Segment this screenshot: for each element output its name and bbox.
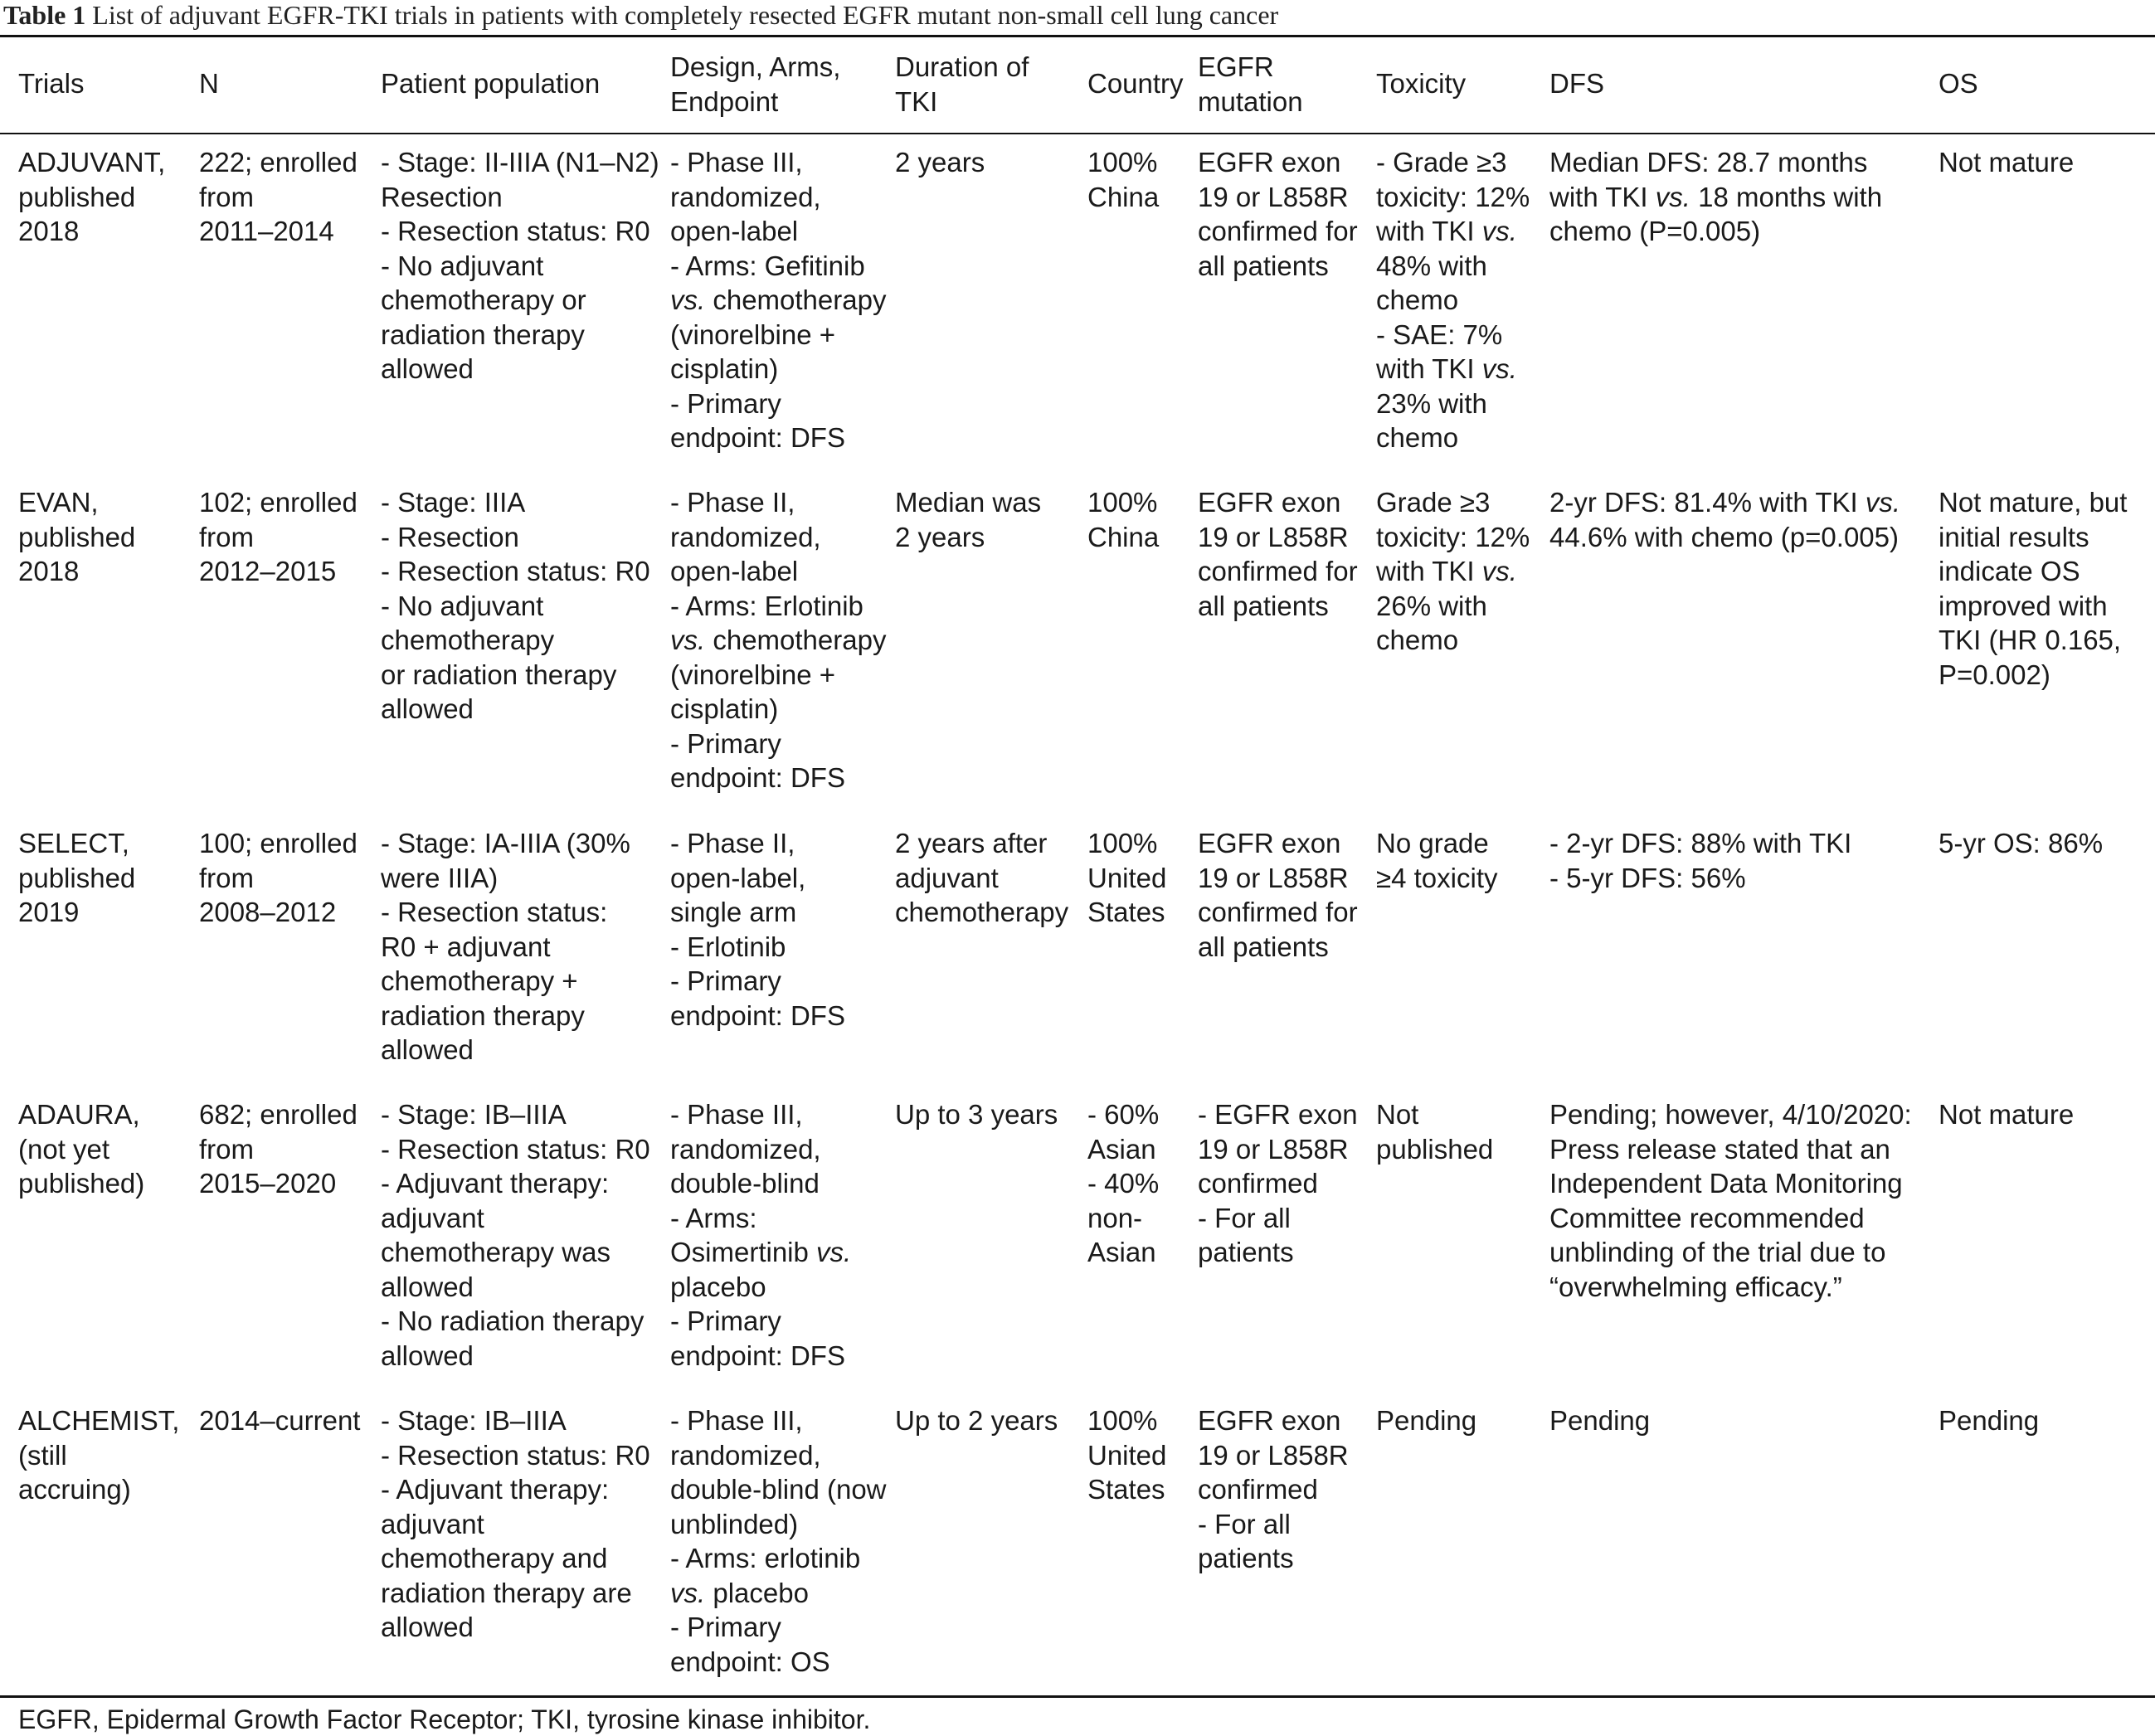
- cell-evan-trial-line: published: [18, 521, 136, 552]
- cell-evan-os: [1939, 485, 2127, 692]
- cell-adjuvant-toxicity-line: chemo: [1376, 422, 1459, 453]
- cell-adaura-patient-population-line: - Stage: IB–IIIA: [381, 1099, 567, 1130]
- cell-evan-design-line: - Phase II,: [670, 487, 795, 518]
- cell-alchemist-country-line: States: [1087, 1474, 1165, 1505]
- cell-select-toxicity: [1376, 826, 1498, 895]
- cell-adaura-design-line: Osimertinib vs.: [670, 1237, 852, 1267]
- cell-alchemist-duration-line: Up to 2 years: [895, 1405, 1058, 1436]
- cell-adjuvant-toxicity-line: - Grade ≥3: [1376, 147, 1507, 177]
- header-egfr-mutation: [1198, 50, 1303, 119]
- cell-adjuvant-toxicity: [1376, 145, 1530, 455]
- cell-select-design-line: - Erlotinib: [670, 931, 786, 962]
- cell-adjuvant-dfs-line: with TKI vs. 18 months with: [1549, 181, 1883, 212]
- cell-alchemist-design-line: randomized,: [670, 1439, 821, 1471]
- cell-adaura-egfr-mutation-line: patients: [1198, 1237, 1294, 1267]
- cell-alchemist-trial-line: (still: [18, 1439, 67, 1471]
- header-duration-line: Duration of: [895, 51, 1029, 82]
- cell-evan-toxicity-line: chemo: [1376, 625, 1459, 655]
- cell-alchemist-design-line: - Primary: [670, 1612, 781, 1642]
- cell-evan-n-line: 102; enrolled: [199, 487, 358, 518]
- cell-evan-patient-population-line: chemotherapy: [381, 625, 555, 655]
- cell-alchemist-os: [1939, 1403, 2039, 1438]
- cell-alchemist-n: [199, 1403, 360, 1438]
- table-top-rule: [0, 35, 2155, 37]
- cell-adaura-dfs-line: Committee recommended: [1549, 1202, 1865, 1233]
- cell-alchemist-egfr-mutation-line: patients: [1198, 1543, 1294, 1573]
- cell-adaura-patient-population-line: allowed: [381, 1271, 474, 1302]
- cell-adaura-n-line: 2015–2020: [199, 1168, 337, 1199]
- cell-select-n-line: 2008–2012: [199, 897, 337, 927]
- cell-select-dfs: [1549, 826, 1851, 895]
- cell-evan-n: [199, 485, 358, 589]
- header-trial-line: Trials: [18, 68, 85, 99]
- cell-adjuvant-toxicity-line: - SAE: 7%: [1376, 319, 1503, 350]
- cell-adjuvant-os: [1939, 145, 2074, 180]
- cell-adaura-egfr-mutation: [1198, 1097, 1358, 1270]
- cell-adaura-design: [670, 1097, 851, 1373]
- cell-adjuvant-os-line: Not mature: [1939, 147, 2075, 177]
- cell-evan-n-line: from: [199, 521, 254, 552]
- cell-adjuvant-dfs: [1549, 145, 1882, 249]
- cell-evan-design-line: cisplatin): [670, 693, 779, 724]
- cell-alchemist-egfr-mutation: [1198, 1403, 1349, 1576]
- cell-evan-design-line: - Primary: [670, 727, 781, 759]
- cell-alchemist-design-line: endpoint: OS: [670, 1646, 830, 1677]
- cell-adaura-duration: [895, 1097, 1058, 1132]
- cell-evan-patient-population-line: or radiation therapy: [381, 659, 617, 690]
- cell-adjuvant-patient-population-line: chemotherapy or: [381, 284, 586, 315]
- cell-evan-egfr-mutation: [1198, 485, 1358, 623]
- cell-adjuvant-duration: [895, 145, 985, 180]
- cell-evan-patient-population: [381, 485, 650, 727]
- cell-adjuvant-toxicity-line: with TKI vs.: [1376, 353, 1517, 384]
- cell-evan-patient-population-line: - Resection: [381, 521, 519, 552]
- cell-adaura-dfs: [1549, 1097, 1912, 1304]
- cell-alchemist-design-line: - Phase III,: [670, 1405, 803, 1436]
- cell-adjuvant-patient-population-line: radiation therapy: [381, 319, 585, 350]
- cell-adaura-trial-line: ADAURA,: [18, 1099, 140, 1130]
- cell-adjuvant-design-line: endpoint: DFS: [670, 422, 845, 453]
- cell-adjuvant-patient-population-line: - Resection status: R0: [381, 216, 650, 246]
- cell-evan-trial: [18, 485, 135, 589]
- cell-select-egfr-mutation-line: 19 or L858R: [1198, 862, 1349, 893]
- cell-evan-design-line: endpoint: DFS: [670, 762, 845, 793]
- cell-alchemist-toxicity: [1376, 1403, 1476, 1438]
- cell-adjuvant-egfr-mutation-line: EGFR exon: [1198, 147, 1341, 177]
- cell-evan-toxicity-line: with TKI vs.: [1376, 556, 1517, 586]
- cell-alchemist-trial: [18, 1403, 179, 1507]
- cell-select-country-line: 100%: [1087, 828, 1158, 858]
- cell-select-os: [1939, 826, 2103, 861]
- cell-adaura-dfs-line: “overwhelming efficacy.”: [1549, 1271, 1842, 1302]
- cell-adjuvant-egfr-mutation-line: 19 or L858R: [1198, 181, 1349, 212]
- table-bottom-rule: [0, 1695, 2155, 1698]
- cell-adjuvant-design-line: vs. chemotherapy: [670, 284, 887, 315]
- cell-adjuvant-design-line: - Primary: [670, 387, 781, 419]
- cell-evan-toxicity: [1376, 485, 1530, 658]
- cell-adaura-country-line: non-: [1087, 1202, 1143, 1233]
- cell-alchemist-egfr-mutation-line: 19 or L858R: [1198, 1439, 1349, 1471]
- cell-select-country-line: United: [1087, 862, 1167, 893]
- cell-evan-duration: [895, 485, 1041, 554]
- cell-select-egfr-mutation-line: all patients: [1198, 931, 1329, 962]
- cell-evan-toxicity-line: toxicity: 12%: [1376, 521, 1530, 552]
- cell-select-duration-line: adjuvant: [895, 862, 999, 893]
- cell-adaura-patient-population-line: adjuvant: [381, 1202, 484, 1233]
- cell-evan-design-line: - Arms: Erlotinib: [670, 590, 863, 621]
- header-duration-line: TKI: [895, 85, 938, 117]
- cell-alchemist-patient-population-line: radiation therapy are: [381, 1577, 632, 1608]
- cell-alchemist-design-line: unblinded): [670, 1508, 799, 1539]
- cell-evan-dfs: [1549, 485, 1900, 554]
- cell-evan-toxicity-line: 26% with: [1376, 590, 1487, 621]
- header-n: [199, 66, 219, 101]
- cell-adjuvant-n-line: from: [199, 181, 254, 212]
- cell-select-patient-population-line: - Stage: IA-IIIA (30%: [381, 828, 630, 858]
- cell-alchemist-country-line: 100%: [1087, 1405, 1158, 1436]
- cell-adaura-patient-population-line: - No radiation therapy: [381, 1306, 645, 1336]
- cell-adjuvant-trial: [18, 145, 165, 249]
- cell-evan-design-line: vs. chemotherapy: [670, 625, 887, 655]
- cell-alchemist-design-line: double-blind (now: [670, 1474, 887, 1505]
- cell-evan-egfr-mutation-line: EGFR exon: [1198, 487, 1341, 518]
- cell-select-dfs-line: - 5-yr DFS: 56%: [1549, 862, 1746, 893]
- table-footnote: EGFR, Epidermal Growth Factor Receptor; TKI, tyrosine kinase inhibitor.: [18, 1704, 871, 1734]
- cell-select-n-line: 100; enrolled: [199, 828, 358, 858]
- cell-select-toxicity-line: ≥4 toxicity: [1376, 862, 1498, 893]
- cell-adjuvant-duration-line: 2 years: [895, 147, 985, 177]
- header-os-line: OS: [1939, 68, 1978, 99]
- cell-adaura-design-line: placebo: [670, 1271, 766, 1302]
- cell-adaura-design-line: double-blind: [670, 1168, 820, 1199]
- cell-alchemist-os-line: Pending: [1939, 1405, 2040, 1436]
- cell-select-country-line: States: [1087, 897, 1165, 927]
- header-country: [1087, 66, 1184, 101]
- cell-adaura-patient-population-line: - Adjuvant therapy:: [381, 1168, 610, 1199]
- cell-evan-n-line: 2012–2015: [199, 556, 337, 586]
- cell-adjuvant-design-line: cisplatin): [670, 353, 779, 384]
- cell-evan-toxicity-line: Grade ≥3: [1376, 487, 1491, 518]
- cell-adjuvant-design-line: - Arms: Gefitinib: [670, 250, 865, 281]
- cell-adaura-egfr-mutation-line: confirmed: [1198, 1168, 1318, 1199]
- cell-evan-os-line: TKI (HR 0.165,: [1939, 625, 2122, 655]
- cell-adjuvant-trial-line: 2018: [18, 216, 80, 246]
- cell-evan-duration-line: 2 years: [895, 521, 985, 552]
- cell-select-egfr-mutation: [1198, 826, 1358, 964]
- cell-select-patient-population-line: - Resection status:: [381, 897, 608, 927]
- cell-select-egfr-mutation-line: EGFR exon: [1198, 828, 1341, 858]
- header-egfr-mutation-line: EGFR: [1198, 51, 1274, 82]
- cell-adaura-toxicity: [1376, 1097, 1493, 1166]
- cell-alchemist-patient-population-line: chemotherapy and: [381, 1543, 608, 1573]
- cell-adaura-patient-population-line: chemotherapy was: [381, 1237, 611, 1267]
- cell-adaura-duration-line: Up to 3 years: [895, 1099, 1058, 1130]
- cell-adaura-egfr-mutation-line: - EGFR exon: [1198, 1099, 1358, 1130]
- cell-alchemist-patient-population: [381, 1403, 650, 1645]
- cell-adjuvant-trial-line: published: [18, 181, 136, 212]
- cell-adjuvant-n-line: 2011–2014: [199, 216, 334, 246]
- cell-adjuvant-toxicity-line: toxicity: 12%: [1376, 181, 1530, 212]
- cell-adjuvant-n-line: 222; enrolled: [199, 147, 358, 177]
- cell-adaura-patient-population: [381, 1097, 650, 1373]
- cell-alchemist-trial-line: ALCHEMIST,: [18, 1405, 180, 1436]
- cell-adaura-egfr-mutation-line: 19 or L858R: [1198, 1133, 1349, 1165]
- cell-adaura-patient-population-line: allowed: [381, 1340, 474, 1371]
- cell-evan-egfr-mutation-line: all patients: [1198, 590, 1329, 621]
- cell-evan-trial-line: 2018: [18, 556, 80, 586]
- header-patient-population-line: Patient population: [381, 68, 601, 99]
- cell-evan-country-line: China: [1087, 521, 1160, 552]
- cell-alchemist-dfs-line: Pending: [1549, 1405, 1651, 1436]
- cell-adjuvant-design-line: randomized,: [670, 181, 821, 212]
- cell-evan-os-line: improved with: [1939, 590, 2108, 621]
- cell-evan-trial-line: EVAN,: [18, 487, 99, 518]
- header-toxicity-line: Toxicity: [1376, 68, 1467, 99]
- cell-select-patient-population-line: were IIIA): [381, 862, 499, 893]
- cell-select-dfs-line: - 2-yr DFS: 88% with TKI: [1549, 828, 1852, 858]
- header-design: [670, 50, 840, 119]
- cell-evan-os-line: P=0.002): [1939, 659, 2050, 690]
- cell-alchemist-patient-population-line: - Resection status: R0: [381, 1439, 650, 1471]
- cell-select-trial-line: published: [18, 862, 136, 893]
- cell-alchemist-egfr-mutation-line: - For all: [1198, 1508, 1291, 1539]
- cell-adaura-dfs-line: Independent Data Monitoring: [1549, 1168, 1903, 1199]
- cell-adjuvant-toxicity-line: chemo: [1376, 284, 1459, 315]
- cell-select-design: [670, 826, 845, 1033]
- cell-select-n: [199, 826, 358, 930]
- cell-alchemist-n-line: 2014–current: [199, 1405, 361, 1436]
- cell-alchemist-patient-population-line: adjuvant: [381, 1508, 484, 1539]
- cell-select-patient-population: [381, 826, 630, 1067]
- cell-adjuvant-egfr-mutation-line: all patients: [1198, 250, 1329, 281]
- cell-select-patient-population-line: R0 + adjuvant: [381, 931, 551, 962]
- cell-adaura-design-line: - Primary: [670, 1306, 781, 1336]
- cell-select-trial: [18, 826, 135, 930]
- cell-alchemist-dfs: [1549, 1403, 1650, 1438]
- header-trial: [18, 66, 84, 101]
- cell-adjuvant-n: [199, 145, 358, 249]
- cell-evan-os-line: Not mature, but: [1939, 487, 2128, 518]
- cell-adjuvant-design-line: (vinorelbine +: [670, 319, 836, 350]
- cell-adjuvant-toxicity-line: with TKI vs.: [1376, 216, 1517, 246]
- table-caption: [3, 0, 2152, 30]
- cell-alchemist-design-line: vs. placebo: [670, 1577, 809, 1608]
- header-os: [1939, 66, 1978, 101]
- cell-evan-design-line: (vinorelbine +: [670, 659, 836, 690]
- cell-adaura-country-line: Asian: [1087, 1133, 1156, 1165]
- cell-adjuvant-design-line: open-label: [670, 216, 799, 246]
- header-dfs: [1549, 66, 1604, 101]
- cell-adjuvant-country-line: 100%: [1087, 147, 1158, 177]
- cell-adaura-trial: [18, 1097, 144, 1201]
- table-caption-text: List of adjuvant EGFR-TKI trials in patients with completely resected EGFR mutant non-small cell lung cancer: [92, 0, 1279, 30]
- cell-alchemist-egfr-mutation-line: confirmed: [1198, 1474, 1318, 1505]
- cell-adaura-trial-line: (not yet: [18, 1133, 110, 1165]
- cell-evan-patient-population-line: - No adjuvant: [381, 590, 544, 621]
- cell-select-patient-population-line: radiation therapy: [381, 999, 585, 1031]
- cell-adaura-n-line: 682; enrolled: [199, 1099, 358, 1130]
- header-duration: [895, 50, 1029, 119]
- cell-adaura-country-line: Asian: [1087, 1237, 1156, 1267]
- cell-adjuvant-patient-population-line: - No adjuvant: [381, 250, 544, 281]
- cell-evan-country: [1087, 485, 1159, 554]
- cell-adjuvant-patient-population-line: Resection: [381, 181, 503, 212]
- cell-adaura-design-line: - Phase III,: [670, 1099, 803, 1130]
- cell-select-n-line: from: [199, 862, 254, 893]
- cell-evan-dfs-line: 44.6% with chemo (p=0.005): [1549, 521, 1899, 552]
- cell-evan-os-line: initial results: [1939, 521, 2089, 552]
- cell-alchemist-egfr-mutation-line: EGFR exon: [1198, 1405, 1341, 1436]
- cell-evan-patient-population-line: allowed: [381, 693, 474, 724]
- cell-adaura-toxicity-line: published: [1376, 1133, 1494, 1165]
- cell-adaura-design-line: - Arms:: [670, 1202, 757, 1233]
- cell-evan-patient-population-line: - Resection status: R0: [381, 556, 650, 586]
- cell-adaura-egfr-mutation-line: - For all: [1198, 1202, 1291, 1233]
- cell-select-duration: [895, 826, 1068, 930]
- cell-evan-os-line: indicate OS: [1939, 556, 2080, 586]
- cell-select-design-line: - Phase II,: [670, 828, 795, 858]
- cell-adjuvant-trial-line: ADJUVANT,: [18, 147, 166, 177]
- cell-adjuvant-toxicity-line: 23% with: [1376, 387, 1487, 419]
- cell-select-design-line: endpoint: DFS: [670, 999, 845, 1031]
- cell-evan-egfr-mutation-line: 19 or L858R: [1198, 521, 1349, 552]
- header-design-line: Endpoint: [670, 85, 779, 117]
- cell-select-duration-line: 2 years after: [895, 828, 1048, 858]
- cell-select-toxicity-line: No grade: [1376, 828, 1489, 858]
- cell-adjuvant-design-line: - Phase III,: [670, 147, 803, 177]
- cell-alchemist-design-line: - Arms: erlotinib: [670, 1543, 861, 1573]
- cell-evan-patient-population-line: - Stage: IIIA: [381, 487, 526, 518]
- cell-alchemist-duration: [895, 1403, 1058, 1438]
- cell-adjuvant-patient-population: [381, 145, 659, 387]
- cell-adaura-trial-line: published): [18, 1168, 145, 1199]
- cell-adaura-patient-population-line: - Resection status: R0: [381, 1133, 650, 1165]
- cell-select-trial-line: 2019: [18, 897, 80, 927]
- cell-adaura-dfs-line: Press release stated that an: [1549, 1133, 1890, 1165]
- cell-select-egfr-mutation-line: confirmed for: [1198, 897, 1358, 927]
- header-patient-population: [381, 66, 600, 101]
- header-design-line: Design, Arms,: [670, 51, 841, 82]
- header-toxicity: [1376, 66, 1466, 101]
- cell-adaura-dfs-line: unblinding of the trial due to: [1549, 1237, 1886, 1267]
- cell-adaura-country-line: - 40%: [1087, 1168, 1160, 1199]
- cell-adaura-design-line: randomized,: [670, 1133, 821, 1165]
- cell-evan-country-line: 100%: [1087, 487, 1158, 518]
- cell-adjuvant-dfs-line: chemo (P=0.005): [1549, 216, 1761, 246]
- cell-adjuvant-egfr-mutation-line: confirmed for: [1198, 216, 1358, 246]
- cell-evan-design-line: open-label: [670, 556, 799, 586]
- cell-adjuvant-patient-population-line: allowed: [381, 353, 474, 384]
- cell-adaura-country: [1087, 1097, 1159, 1270]
- cell-adjuvant-egfr-mutation: [1198, 145, 1358, 283]
- cell-select-design-line: - Primary: [670, 965, 781, 996]
- cell-adjuvant-dfs-line: Median DFS: 28.7 months: [1549, 147, 1868, 177]
- cell-evan-duration-line: Median was: [895, 487, 1042, 518]
- cell-adaura-n: [199, 1097, 358, 1201]
- cell-adaura-os: [1939, 1097, 2074, 1132]
- cell-select-os-line: 5-yr OS: 86%: [1939, 828, 2104, 858]
- header-n-line: N: [199, 68, 219, 99]
- header-egfr-mutation-line: mutation: [1198, 85, 1303, 117]
- cell-select-patient-population-line: chemotherapy +: [381, 965, 578, 996]
- cell-alchemist-patient-population-line: allowed: [381, 1612, 474, 1642]
- cell-adaura-design-line: endpoint: DFS: [670, 1340, 845, 1371]
- cell-alchemist-toxicity-line: Pending: [1376, 1405, 1477, 1436]
- cell-adaura-country-line: - 60%: [1087, 1099, 1160, 1130]
- cell-adaura-dfs-line: Pending; however, 4/10/2020:: [1549, 1099, 1912, 1130]
- cell-select-design-line: single arm: [670, 897, 797, 927]
- cell-adjuvant-design: [670, 145, 886, 455]
- cell-evan-egfr-mutation-line: confirmed for: [1198, 556, 1358, 586]
- header-dfs-line: DFS: [1549, 68, 1604, 99]
- cell-adaura-toxicity-line: Not: [1376, 1099, 1419, 1130]
- cell-adjuvant-country-line: China: [1087, 181, 1160, 212]
- cell-adaura-os-line: Not mature: [1939, 1099, 2075, 1130]
- cell-alchemist-country-line: United: [1087, 1439, 1167, 1471]
- cell-select-patient-population-line: allowed: [381, 1034, 474, 1065]
- table-caption-label: Table 1: [3, 0, 86, 30]
- cell-select-country: [1087, 826, 1166, 930]
- cell-alchemist-patient-population-line: - Adjuvant therapy:: [381, 1474, 610, 1505]
- cell-adaura-n-line: from: [199, 1133, 254, 1165]
- header-country-line: Country: [1087, 68, 1184, 99]
- cell-evan-design: [670, 485, 886, 795]
- cell-evan-dfs-line: 2-yr DFS: 81.4% with TKI vs.: [1549, 487, 1901, 518]
- cell-select-trial-line: SELECT,: [18, 828, 129, 858]
- cell-adjuvant-toxicity-line: 48% with: [1376, 250, 1487, 281]
- table-header-rule: [0, 133, 2155, 134]
- cell-adjuvant-country: [1087, 145, 1159, 214]
- cell-select-duration-line: chemotherapy: [895, 897, 1069, 927]
- cell-select-design-line: open-label,: [670, 862, 806, 893]
- cell-alchemist-design: [670, 1403, 887, 1679]
- cell-alchemist-trial-line: accruing): [18, 1474, 131, 1505]
- cell-alchemist-country: [1087, 1403, 1166, 1507]
- cell-alchemist-patient-population-line: - Stage: IB–IIIA: [381, 1405, 567, 1436]
- cell-adjuvant-patient-population-line: - Stage: II-IIIA (N1–N2): [381, 147, 659, 177]
- cell-evan-design-line: randomized,: [670, 521, 821, 552]
